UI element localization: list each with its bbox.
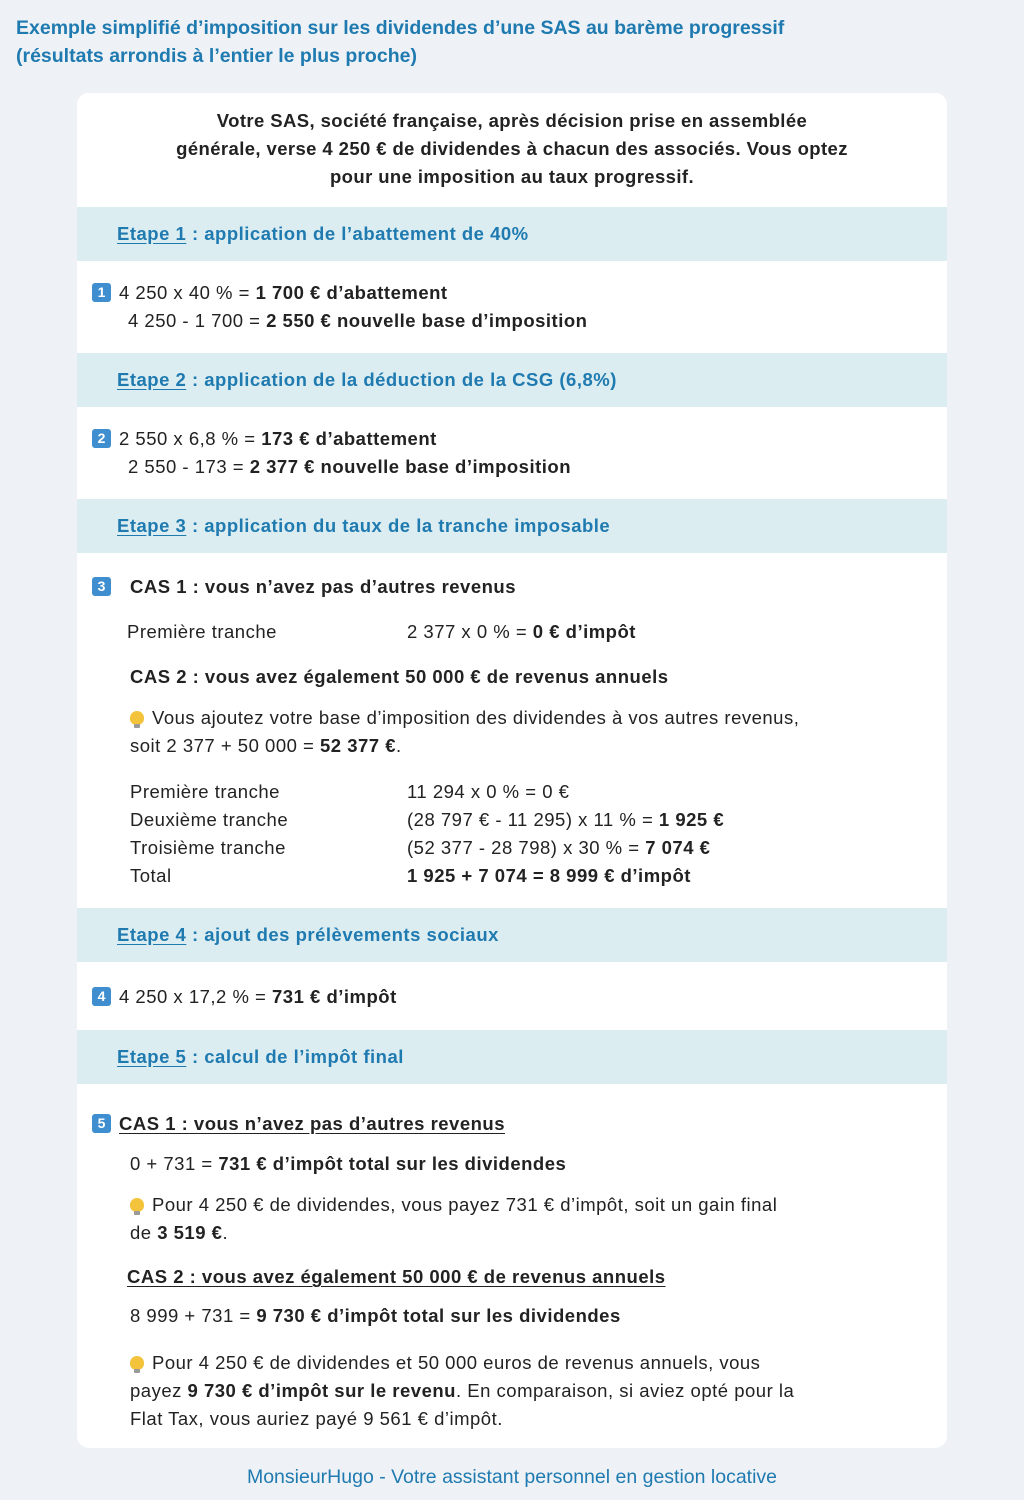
etape-5-title: : calcul de l’impôt final xyxy=(186,1046,404,1067)
etape-4-link[interactable]: Etape 4 xyxy=(117,924,187,945)
etape-4-result: 731 € d’impôt xyxy=(272,986,397,1007)
etape-5-cas-2-calc: 8 999 + 731 = xyxy=(130,1305,257,1326)
etape-5-cas-1-tip-line-1: Pour 4 250 € de dividendes, vous payez 731 € d’impôt, soit un gain final xyxy=(152,1194,778,1215)
etape-2-line-1 xyxy=(119,425,437,453)
etape-4-calc: 4 250 x 17,2 % = xyxy=(119,986,273,1007)
tranche-row-1-calc xyxy=(407,778,569,806)
etape-5-cas-2-tip-start: payez xyxy=(130,1380,188,1401)
tranche-row-2-result: 1 925 € xyxy=(658,809,725,830)
tranche-row-total-calc xyxy=(407,862,691,890)
etape-1-result-2: 2 550 € nouvelle base d’imposition xyxy=(266,310,588,331)
intro-line-1: Votre SAS, société française, après décision prise en assemblée xyxy=(216,110,808,131)
etape-1-line-2 xyxy=(128,307,587,335)
etape-3-cas-1-label: Première tranche xyxy=(127,621,277,642)
etape-2-header xyxy=(77,353,947,407)
lightbulb-icon xyxy=(130,711,144,725)
etape-4-title: : ajout des prélèvements sociaux xyxy=(186,924,499,945)
intro-line-2: générale, verse 4 250 € de dividendes à chacun des associés. Vous optez xyxy=(176,138,848,159)
etape-3-header xyxy=(77,499,947,553)
etape-3-tip-end: . xyxy=(396,735,402,756)
etape-3-cas-1-calc-text: 2 377 x 0 % = xyxy=(407,621,533,642)
intro-text xyxy=(107,107,917,191)
tranche-row-total-result: 1 925 + 7 074 = 8 999 € d’impôt xyxy=(407,865,691,886)
etape-5-link[interactable]: Etape 5 xyxy=(117,1046,187,1067)
lightbulb-icon xyxy=(130,1198,144,1212)
lightbulb-icon xyxy=(130,1356,144,1370)
etape-3-cas-1-calc xyxy=(407,618,636,646)
footer-brand: MonsieurHugo - Votre assistant personnel en gestion locative xyxy=(246,1466,778,1488)
step-5-badge: 5 xyxy=(92,1114,111,1133)
etape-1-line-1 xyxy=(119,279,448,307)
page-title-line-2: (résultats arrondis à l’entier le plus proche) xyxy=(16,45,417,67)
etape-2-result-1: 173 € d’abattement xyxy=(261,428,437,449)
etape-1-result-1: 1 700 € d’abattement xyxy=(255,282,448,303)
etape-5-cas-1-tip-start: de xyxy=(130,1222,158,1243)
tranche-row-1-calc-text: 11 294 x 0 % = 0 € xyxy=(407,781,570,802)
etape-1-calc-1: 4 250 x 40 % = xyxy=(119,282,256,303)
step-1-badge: 1 xyxy=(92,283,111,302)
etape-5-header xyxy=(77,1030,947,1084)
etape-5-cas-2-tip-end: . En comparaison, si aviez opté pour la xyxy=(455,1380,795,1401)
etape-2-link[interactable]: Etape 2 xyxy=(117,369,187,390)
etape-3-tip-line-1: Vous ajoutez votre base d’imposition des dividendes à vos autres revenus, xyxy=(152,707,800,728)
etape-1-calc-2: 4 250 - 1 700 = xyxy=(128,310,267,331)
etape-5-cas-2-title: CAS 2 : vous avez également 50 000 € de revenus annuels xyxy=(127,1266,666,1287)
etape-4-line xyxy=(119,983,397,1011)
step-2-badge: 2 xyxy=(92,429,111,448)
page-title xyxy=(16,14,1006,70)
etape-2-result-2: 2 377 € nouvelle base d’imposition xyxy=(249,456,572,477)
tranche-row-2-calc-text: (28 797 € - 11 295) x 11 % = xyxy=(407,809,659,830)
tranche-row-total-label: Total xyxy=(130,865,172,886)
etape-5-cas-2-tip-line-1: Pour 4 250 € de dividendes et 50 000 euros de revenus annuels, vous xyxy=(152,1352,761,1373)
etape-1-header xyxy=(77,207,947,261)
etape-2-calc-1: 2 550 x 6,8 % = xyxy=(119,428,262,449)
etape-5-cas-1-line xyxy=(130,1150,566,1178)
etape-5-cas-1-calc: 0 + 731 = xyxy=(130,1153,219,1174)
tranche-row-2-calc xyxy=(407,806,724,834)
etape-2-calc-2: 2 550 - 173 = xyxy=(128,456,250,477)
example-card xyxy=(77,93,947,1448)
tranche-row-3-label: Troisième tranche xyxy=(130,837,286,858)
step-4-badge: 4 xyxy=(92,987,111,1006)
etape-5-cas-2-result: 9 730 € d’impôt total sur les dividendes xyxy=(256,1305,621,1326)
etape-5-cas-2-line xyxy=(130,1302,621,1330)
etape-4-header xyxy=(77,908,947,962)
etape-3-cas-1-result: 0 € d’impôt xyxy=(532,621,636,642)
etape-5-cas-1-tip xyxy=(130,1191,940,1247)
tranche-row-3-result: 7 074 € xyxy=(645,837,711,858)
etape-2-line-2 xyxy=(128,453,571,481)
etape-3-title: : application du taux de la tranche imposable xyxy=(186,515,611,536)
etape-1-title: : application de l’abattement de 40% xyxy=(186,223,529,244)
etape-3-tip xyxy=(130,704,940,760)
intro-line-3: pour une imposition au taux progressif. xyxy=(329,166,695,187)
tranche-row-1-label: Première tranche xyxy=(130,781,280,802)
etape-3-cas-2-title: CAS 2 : vous avez également 50 000 € de revenus annuels xyxy=(130,666,669,687)
tranche-row-3-calc xyxy=(407,834,710,862)
etape-1-link[interactable]: Etape 1 xyxy=(117,223,187,244)
etape-3-cas-1-title: CAS 1 : vous n’avez pas d’autres revenus xyxy=(130,576,517,597)
tranche-row-3-calc-text: (52 377 - 28 798) x 30 % = xyxy=(407,837,646,858)
etape-3-link[interactable]: Etape 3 xyxy=(117,515,187,536)
etape-5-cas-1-result: 731 € d’impôt total sur les dividendes xyxy=(218,1153,567,1174)
etape-5-cas-2-tip xyxy=(130,1349,940,1433)
step-3-badge: 3 xyxy=(92,577,111,596)
etape-5-cas-1-title: CAS 1 : vous n’avez pas d’autres revenus xyxy=(119,1113,506,1134)
etape-3-tip-calc: soit 2 377 + 50 000 = xyxy=(130,735,320,756)
etape-3-tip-result: 52 377 € xyxy=(319,735,396,756)
etape-5-cas-1-tip-end: . xyxy=(222,1222,229,1243)
etape-5-cas-2-tip-tax: 9 730 € d’impôt sur le revenu xyxy=(187,1380,456,1401)
etape-5-cas-2-tip-line-3: Flat Tax, vous auriez payé 9 561 € d’impôt. xyxy=(130,1408,503,1429)
etape-2-title: : application de la déduction de la CSG (6,8%) xyxy=(186,369,617,390)
tranche-row-2-label: Deuxième tranche xyxy=(130,809,289,830)
page-title-line-1: Exemple simplifié d’imposition sur les dividendes d’une SAS au barème progressif xyxy=(16,17,785,39)
etape-5-cas-1-tip-gain: 3 519 € xyxy=(157,1222,223,1243)
